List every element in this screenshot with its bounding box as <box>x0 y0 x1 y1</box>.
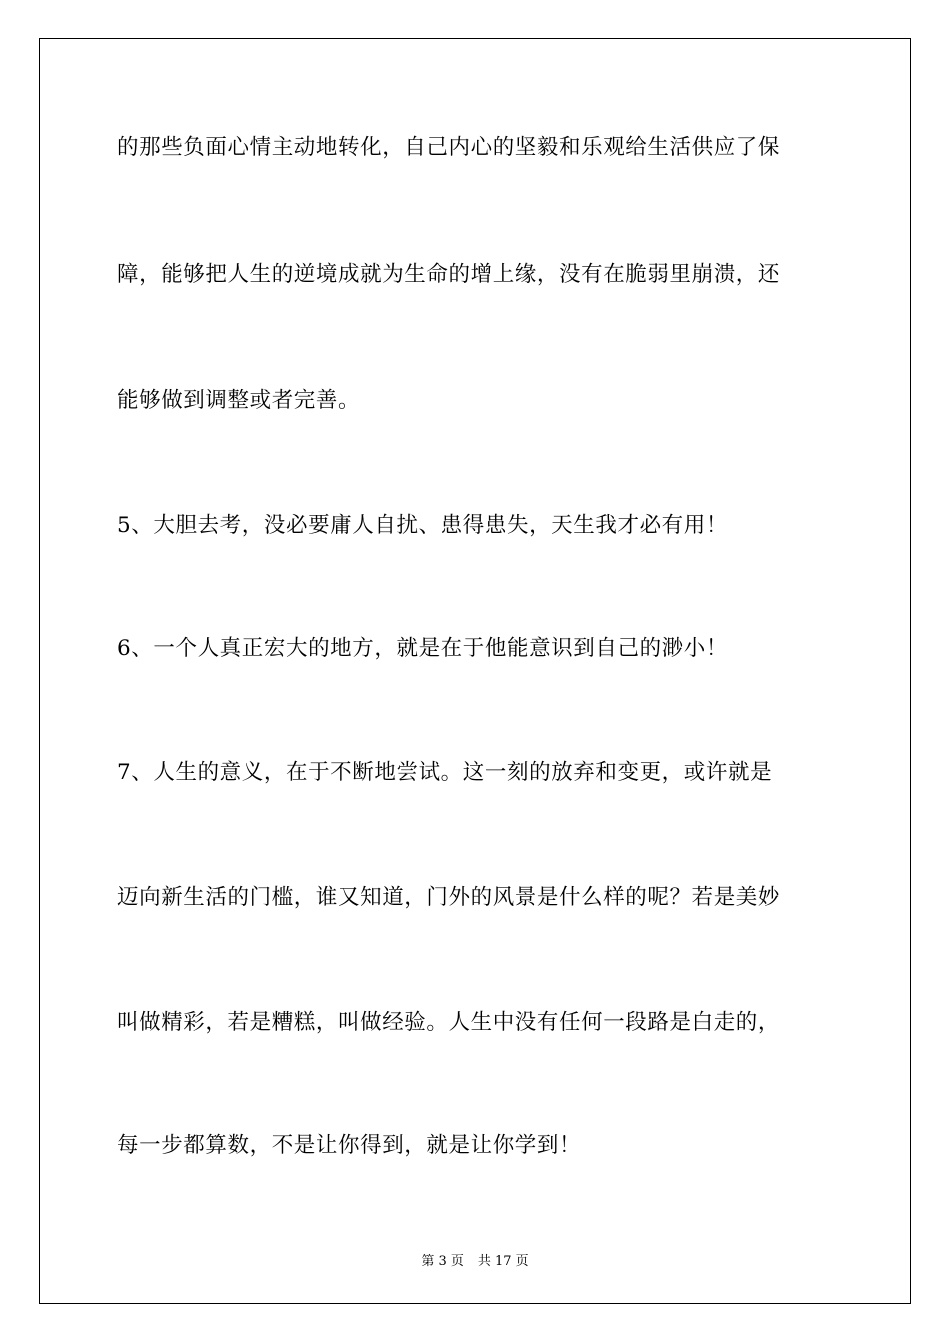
body-text-line: 7、人生的意义，在于不断地尝试。这一刻的放弃和变更，或许就是 <box>117 760 773 785</box>
body-text-line: 能够做到调整或者完善。 <box>117 388 361 413</box>
body-text-line: 迈向新生活的门槛，谁又知道，门外的风景是什么样的呢？若是美妙 <box>117 885 781 910</box>
page-footer <box>0 1250 950 1269</box>
page-border <box>39 38 911 1304</box>
body-text-line: 叫做精彩，若是糟糕，叫做经验。人生中没有任何一段路是白走的， <box>117 1010 781 1035</box>
body-text-line: 每一步都算数，不是让你得到，就是让你学到！ <box>117 1133 582 1158</box>
body-text-line: 的那些负面心情主动地转化，自己内心的坚毅和乐观给生活供应了保 <box>117 135 781 160</box>
body-text-line: 5、大胆去考，没必要庸人自扰、患得患失，天生我才必有用！ <box>117 513 728 538</box>
page-total: 共 17 页 <box>477 1254 529 1269</box>
page-number: 第 3 页 <box>421 1254 464 1269</box>
body-text-line: 6、一个人真正宏大的地方，就是在于他能意识到自己的渺小！ <box>117 636 728 661</box>
body-text-line: 障，能够把人生的逆境成就为生命的增上缘，没有在脆弱里崩溃，还 <box>117 262 781 287</box>
